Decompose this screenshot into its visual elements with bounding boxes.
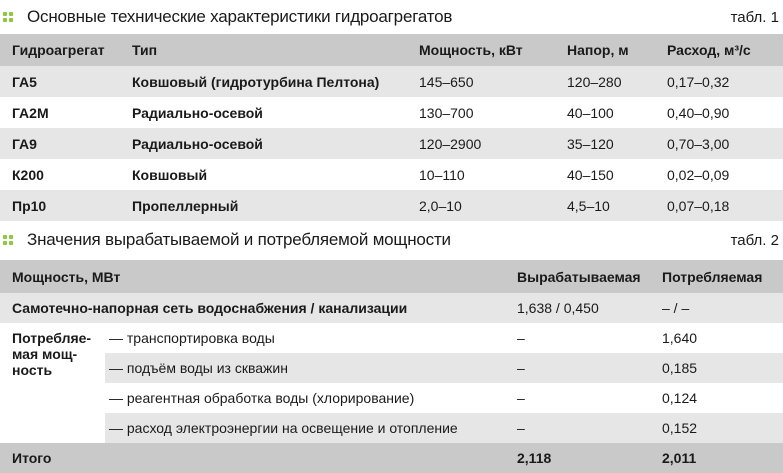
table1-header-cell: Расход, м³/с	[655, 34, 783, 66]
item-label-cell: — расход электроэнергии на освещение и отопление	[105, 413, 505, 443]
generated-cell: –	[505, 413, 650, 443]
head-cell: 40–100	[555, 97, 655, 128]
table2	[0, 260, 783, 473]
bullet-dots-icon	[3, 12, 13, 22]
table1-header-cell: Гидроагрегат	[0, 34, 120, 66]
table1	[0, 34, 783, 221]
table1-label: табл. 1	[730, 8, 779, 26]
power-cell: 10–110	[407, 159, 555, 190]
generated-cell: 1,638 / 0,450	[505, 293, 650, 323]
flow-cell: 0,70–3,00	[655, 128, 783, 159]
table1-header-cell: Мощность, кВт	[407, 34, 555, 66]
consumed-cell: – / –	[650, 293, 783, 323]
table1-title-bar	[0, 4, 783, 30]
generated-cell: –	[505, 353, 650, 383]
table2-label: табл. 2	[730, 231, 779, 249]
power-cell: 145–650	[407, 66, 555, 97]
flow-cell: 0,40–0,90	[655, 97, 783, 128]
table-row	[0, 293, 783, 323]
item-label-cell: — подъём воды из скважин	[105, 353, 505, 383]
network-label-cell: Самотечно-напорная сеть водоснабжения / канализации	[0, 293, 505, 323]
table-row	[0, 323, 783, 353]
table1-title: Основные технические характеристики гидроагрегатов	[27, 7, 453, 26]
table2-header-cell: Мощность, МВт	[0, 260, 505, 293]
consumed-power-label-text: Потребляе- мая мощ- ность	[12, 330, 92, 378]
bullet-dots-icon	[3, 235, 13, 245]
table2-header-cell: Вырабатываемая	[505, 260, 650, 293]
unit-name-cell: К200	[0, 159, 120, 190]
table-row	[0, 353, 783, 383]
generated-cell: –	[505, 323, 650, 353]
type-cell: Радиально-осевой	[120, 97, 407, 128]
consumed-total-cell: 2,011	[650, 443, 783, 473]
type-cell: Ковшовый (гидротурбина Пелтона)	[120, 66, 407, 97]
unit-name-cell: Пр10	[0, 190, 120, 221]
power-cell: 130–700	[407, 97, 555, 128]
type-cell: Пропеллерный	[120, 190, 407, 221]
power-cell: 2,0–10	[407, 190, 555, 221]
unit-name-cell: ГА2М	[0, 97, 120, 128]
table-row	[0, 190, 783, 221]
table-row	[0, 97, 783, 128]
table1-header-row	[0, 34, 783, 66]
table-row	[0, 159, 783, 190]
head-cell: 40–150	[555, 159, 655, 190]
unit-name-cell: ГА5	[0, 66, 120, 97]
table1-header-cell: Напор, м	[555, 34, 655, 66]
type-cell: Ковшовый	[120, 159, 407, 190]
flow-cell: 0,07–0,18	[655, 190, 783, 221]
table-row	[0, 66, 783, 97]
table-row	[0, 128, 783, 159]
consumed-cell: 0,124	[650, 383, 783, 413]
power-cell: 120–2900	[407, 128, 555, 159]
consumed-cell: 0,152	[650, 413, 783, 443]
table2-title: Значения вырабатываемой и потребляемой мощности	[27, 230, 451, 249]
flow-cell: 0,02–0,09	[655, 159, 783, 190]
table-row-total	[0, 443, 783, 473]
item-label-cell: — транспортировка воды	[105, 323, 505, 353]
consumed-power-label	[0, 323, 105, 443]
generated-total-cell: 2,118	[505, 443, 650, 473]
consumed-cell: 1,640	[650, 323, 783, 353]
head-cell: 120–280	[555, 66, 655, 97]
item-label-cell: — реагентная обработка воды (хлорирование)	[105, 383, 505, 413]
table-row	[0, 413, 783, 443]
type-cell: Радиально-осевой	[120, 128, 407, 159]
total-label-cell: Итого	[0, 443, 505, 473]
table2-title-bar	[0, 227, 783, 253]
table-row	[0, 383, 783, 413]
generated-cell: –	[505, 383, 650, 413]
head-cell: 4,5–10	[555, 190, 655, 221]
table2-header-row	[0, 260, 783, 293]
table2-header-cell: Потребляемая	[650, 260, 783, 293]
head-cell: 35–120	[555, 128, 655, 159]
table1-header-cell: Тип	[120, 34, 407, 66]
unit-name-cell: ГА9	[0, 128, 120, 159]
flow-cell: 0,17–0,32	[655, 66, 783, 97]
consumed-cell: 0,185	[650, 353, 783, 383]
